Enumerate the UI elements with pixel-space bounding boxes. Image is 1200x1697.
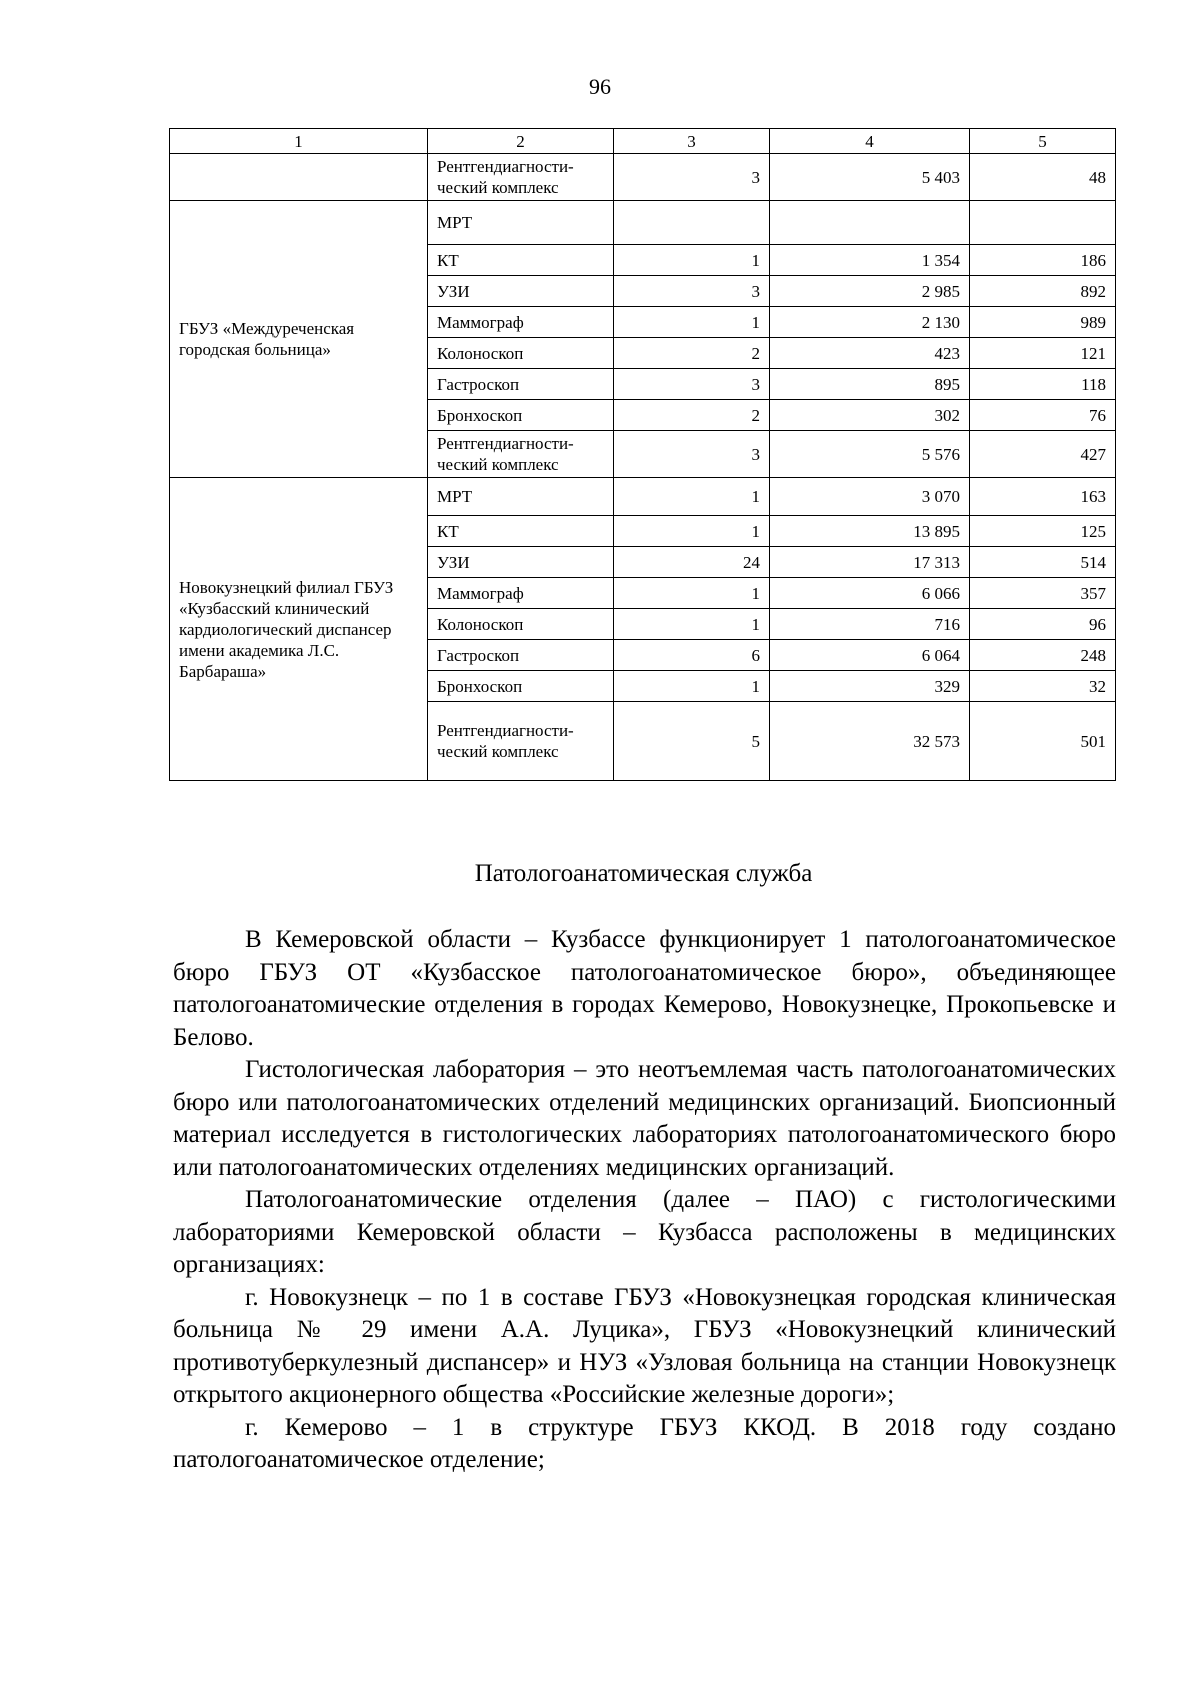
count-cell: [614, 201, 770, 245]
equipment-cell: МРТ: [428, 478, 614, 516]
studies-cell: 2 985: [770, 276, 970, 307]
studies-cell: 17 313: [770, 547, 970, 578]
studies-cell: 302: [770, 400, 970, 431]
value-cell: 163: [970, 478, 1116, 516]
equipment-cell: Рентгендиагности-ческий комплекс: [428, 702, 614, 781]
equipment-cell: МРТ: [428, 201, 614, 245]
body-text: [173, 924, 1116, 1477]
column-header: 2: [428, 129, 614, 154]
value-cell: 125: [970, 516, 1116, 547]
studies-cell: 423: [770, 338, 970, 369]
column-header: 5: [970, 129, 1116, 154]
paragraph: г. Новокузнецк – по 1 в составе ГБУЗ «Новокузнецкая городская клиническая больница № 29 имени А.А. Луцика», ГБУЗ «Новокузнецкий клинический противотуберкулезный диспансер» и НУЗ «Узловая больница на станции Новокузнецк открытого акционерного общества «Российские железные дороги»;: [173, 1283, 1116, 1408]
count-cell: 5: [614, 702, 770, 781]
organization-cell: ГБУЗ «Междуреченская городская больница»: [170, 201, 428, 478]
paragraph: Гистологическая лаборатория – это неотъемлемая часть патологоанатомических бюро или патологоанатомических отделений медицинских организаций. Биопсионный материал исследуется в гистологических лабораториях патологоанатомического бюро или патологоанатомических отделениях медицинских организаций.: [173, 1056, 1116, 1181]
equipment-cell: Рентгендиагности-ческий комплекс: [428, 154, 614, 201]
studies-cell: 32 573: [770, 702, 970, 781]
count-cell: 1: [614, 478, 770, 516]
equipment-cell: КТ: [428, 516, 614, 547]
count-cell: 1: [614, 516, 770, 547]
column-header: 1: [170, 129, 428, 154]
studies-cell: 5 403: [770, 154, 970, 201]
studies-cell: 2 130: [770, 307, 970, 338]
value-cell: 892: [970, 276, 1116, 307]
count-cell: 6: [614, 640, 770, 671]
count-cell: 1: [614, 578, 770, 609]
organization-cell: Новокузнецкий филиал ГБУЗ «Кузбасский клинический кардиологический диспансер имени академика Л.С. Барбараша»: [170, 478, 428, 781]
count-cell: 1: [614, 307, 770, 338]
equipment-cell: Колоноскоп: [428, 338, 614, 369]
equipment-cell: Рентгендиагности-ческий комплекс: [428, 431, 614, 478]
page-number: 96: [589, 74, 611, 99]
studies-cell: 6 066: [770, 578, 970, 609]
section-title: Патологоанатомическая служба: [474, 860, 813, 887]
equipment-cell: УЗИ: [428, 547, 614, 578]
table-header-row: [170, 129, 1116, 154]
table-body: [170, 154, 1116, 781]
value-cell: 121: [970, 338, 1116, 369]
table-row: [170, 201, 1116, 245]
value-cell: 357: [970, 578, 1116, 609]
equipment-cell: Бронхоскоп: [428, 671, 614, 702]
count-cell: 24: [614, 547, 770, 578]
studies-cell: 1 354: [770, 245, 970, 276]
value-cell: 48: [970, 154, 1116, 201]
studies-cell: 329: [770, 671, 970, 702]
studies-cell: 6 064: [770, 640, 970, 671]
value-cell: 989: [970, 307, 1116, 338]
equipment-table: [169, 128, 1116, 781]
value-cell: 32: [970, 671, 1116, 702]
count-cell: 1: [614, 609, 770, 640]
studies-cell: 5 576: [770, 431, 970, 478]
table-row: [170, 154, 1116, 201]
paragraph: В Кемеровской области – Кузбассе функционирует 1 патологоанатомическое бюро ГБУЗ ОТ «Кузбасское патологоанатомическое бюро», объединяющее патологоанатомические отделения в городах Кемерово, Новокузнецке, Прокопьевске и Белово.: [173, 926, 1116, 1051]
count-cell: 3: [614, 276, 770, 307]
value-cell: [970, 201, 1116, 245]
value-cell: 118: [970, 369, 1116, 400]
value-cell: 514: [970, 547, 1116, 578]
column-header: 4: [770, 129, 970, 154]
studies-cell: 895: [770, 369, 970, 400]
value-cell: 501: [970, 702, 1116, 781]
table-row: [170, 478, 1116, 516]
organization-cell: [170, 154, 428, 201]
equipment-cell: Бронхоскоп: [428, 400, 614, 431]
count-cell: 3: [614, 431, 770, 478]
value-cell: 96: [970, 609, 1116, 640]
count-cell: 1: [614, 671, 770, 702]
count-cell: 3: [614, 154, 770, 201]
equipment-cell: Гастроскоп: [428, 369, 614, 400]
value-cell: 76: [970, 400, 1116, 431]
studies-cell: 716: [770, 609, 970, 640]
studies-cell: 13 895: [770, 516, 970, 547]
value-cell: 427: [970, 431, 1116, 478]
studies-cell: [770, 201, 970, 245]
equipment-cell: Гастроскоп: [428, 640, 614, 671]
equipment-cell: Колоноскоп: [428, 609, 614, 640]
count-cell: 3: [614, 369, 770, 400]
column-header: 3: [614, 129, 770, 154]
count-cell: 2: [614, 400, 770, 431]
equipment-cell: Маммограф: [428, 578, 614, 609]
equipment-cell: Маммограф: [428, 307, 614, 338]
paragraph: Патологоанатомические отделения (далее – ПАО) с гистологическими лабораториями Кемеровской области – Кузбасса расположены в медицинских организациях:: [173, 1186, 1116, 1278]
equipment-cell: КТ: [428, 245, 614, 276]
count-cell: 2: [614, 338, 770, 369]
value-cell: 186: [970, 245, 1116, 276]
paragraph: г. Кемерово – 1 в структуре ГБУЗ ККОД. В 2018 году создано патологоанатомическое отделение;: [173, 1413, 1116, 1473]
equipment-cell: УЗИ: [428, 276, 614, 307]
value-cell: 248: [970, 640, 1116, 671]
studies-cell: 3 070: [770, 478, 970, 516]
count-cell: 1: [614, 245, 770, 276]
